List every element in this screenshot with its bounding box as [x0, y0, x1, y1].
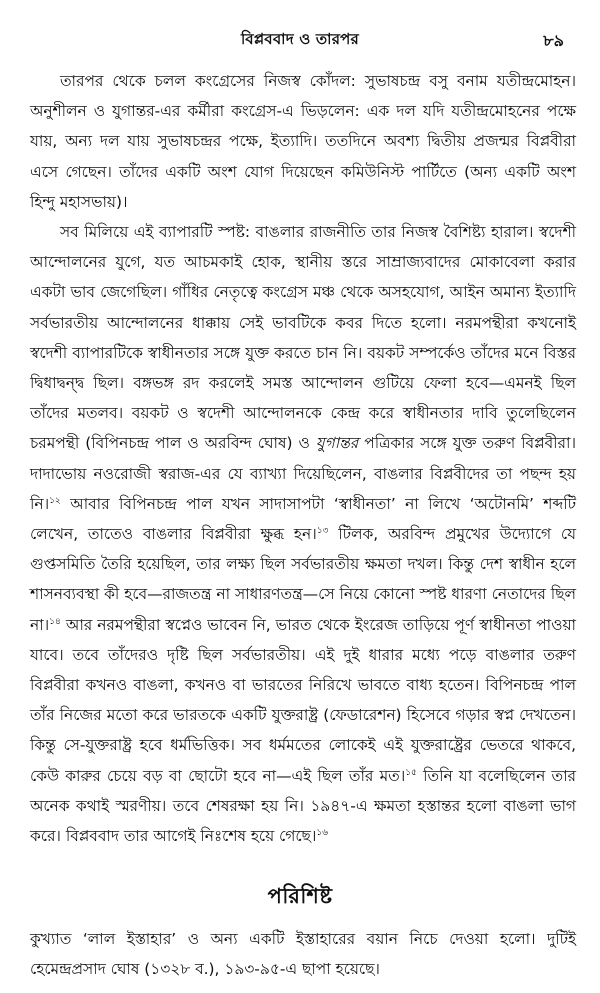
running-head	[0, 28, 600, 54]
appendix-paragraph: কুখ্যাত ‘লাল ইস্তাহার’ ও অন্য একটি ইস্তাহারের বয়ান নিচে দেওয়া হলো। দুটিই হেমেন্দ্রপ্রসাদ ঘোষ (১৩২৮ ব.), ১৯৩-৯৫-এ ছাপা হয়েছে।	[30, 930, 576, 978]
paragraph-2-part-f: তিনি যা বলেছিলেন তার অনেক কথাই স্মরণীয়। তবে শেষরক্ষা হয় নি। ১৯৪৭-এ ক্ষমতা হস্তান্তর হলো বাঙলা ভাগ করে। বিপ্লববাদ তার আগেই নিঃশেষ হয়ে গেছে।	[30, 766, 576, 846]
footnote-ref-16: ১৬	[316, 827, 329, 838]
paragraph-2-part-e: আর নরমপন্থীরা স্বপ্নেও ভাবেন নি, ভারত থেকে ইংরেজ তাড়িয়ে পূর্ণ স্বাধীনতা পাওয়া যাবে। তবে তাঁদেরও দৃষ্টি ছিল সর্বভারতীয়। এই দুই ধারার মধ্যে পড়ে বাঙলার তরুণ বিপ্লবীরা কখনও বাঙলা, কখনও বা ভারতের নিরিখে ভাবতে বাধ্য হতেন। বিপিনচন্দ্র পাল তাঁর নিজের মতো করে ভারতকে একটি যুক্তরাষ্ট্র (ফেডারেশন) হিসেবে গড়ার স্বপ্ন দেখতেন। কিন্তু সে-যুক্তরাষ্ট্র হবে ধর্মভিত্তিক। সব ধর্মমতের লোকেই এই যুক্তরাষ্ট্রের ভেতরে থাকবে, কেউ কারুর চেয়ে বড় বা ছোটো হবে না—এই ছিল তাঁর মত।	[30, 615, 576, 785]
paragraph-2-part-c: আবার বিপিনচন্দ্র পাল যখন সাদাসাপটা ‘স্বাধীনতা’ না লিখে ‘অটোনমি’ শব্দটি লেখেন, তাতেও বাঙলার বিপ্লবীরা ক্ষুব্ধ হন।	[30, 494, 576, 544]
appendix-heading: পরিশিষ্ট	[267, 884, 333, 908]
jugantar-italic: যুগান্তর	[315, 434, 359, 453]
appendix-text	[30, 924, 576, 984]
footnote-ref-14: ১৪	[49, 616, 61, 627]
footnote-ref-13: ১৩	[316, 525, 329, 536]
running-title: বিপ্লববাদ ও তারপর	[241, 30, 359, 48]
paragraph-2-part-b: পত্রিকার সঙ্গে যুক্ত তরুণ বিপ্লবীরা। দাদাভোয় নওরোজী স্বরাজ-এর যে ব্যাখ্যা দিয়েছিলেন, বাঙলার বিপ্লবীদের তা পছন্দ হয় নি।	[30, 434, 576, 513]
page-number: ৮৯	[543, 31, 564, 50]
footnote-ref-15: ১৫	[405, 767, 417, 778]
footnote-ref-12: ১২	[49, 495, 61, 506]
body-text	[30, 66, 576, 851]
paragraph-2-part-a: সব মিলিয়ে এই ব্যাপারটি স্পষ্ট: বাঙলার রাজনীতি তার নিজস্ব বৈশিষ্ট্য হারাল। স্বদেশী আন্দোলনের যুগে, যত আচমকাই হোক, স্থানীয় স্তরে সাম্রাজ্যবাদের মোকাবেলা করার একটা ভাব জেগেছিল। গাঁধির নেতৃত্বে কংগ্রেস মঞ্চ থেকে অসহযোগ, আইন অমান্য ইত্যাদি সর্বভারতীয় আন্দোলনের ধাক্কায় সেই ভাবটিকে কবর দিতে হলো। নরমপন্থীরা কখনোই স্বদেশী ব্যাপারটিকে স্বাধীনতার সঙ্গে যুক্ত করতে চান নি। বয়কট সম্পর্কেও তাঁদের মনে বিস্তর দ্বিধাদ্বন্দ্ব ছিল। বঙ্গভঙ্গ রদ করলেই সমস্ত আন্দোলন গুটিয়ে ফেলা হবে—এমনই ছিল তাঁদের মতলব। বয়কট ও স্বদেশী আন্দোলনকে কেন্দ্র করে স্বাধীনতার দাবি তুলেছিলেন চরমপন্থী (বিপিনচন্দ্র পাল ও অরবিন্দ ঘোষ) ও	[30, 223, 576, 453]
paragraph-2-part-d: টিলক, অরবিন্দ প্রমুখের উদ্যোগে যে গুপ্তসমিতি তৈরি হয়েছিল, তার লক্ষ্য ছিল সর্বভারতীয় ক্ষমতা দখল। কিন্তু দেশ স্বাধীন হলে শাসনব্যবস্থা কী হবে—রাজতন্ত্র না সাধারণতন্ত্র—সে নিয়ে কোনো স্পষ্ট ধারণা নেতাদের ছিল না।	[30, 525, 576, 634]
paragraph-2	[30, 217, 576, 851]
paragraph-1: তারপর থেকে চলল কংগ্রেসের নিজস্ব কোঁদল: সুভাষচন্দ্র বসু বনাম যতীন্দ্রমোহন। অনুশীলন ও যুগান্তর-এর কর্মীরা কংগ্রেস-এ ভিড়লেন: এক দল যদি যতীন্দ্রমোহনের পক্ষে যায়, অন্য দল যায় সুভাষচন্দ্রর পক্ষে, ইত্যাদি। ততদিনে অবশ্য দ্বিতীয় প্রজন্মর বিপ্লবীরা এসে গেছেন। তাঁদের একটি অংশ যোগ দিয়েছেন কমিউনিস্ট পার্টিতে (অন্য একটি অংশ হিন্দু মহাসভায়)।	[30, 72, 576, 211]
